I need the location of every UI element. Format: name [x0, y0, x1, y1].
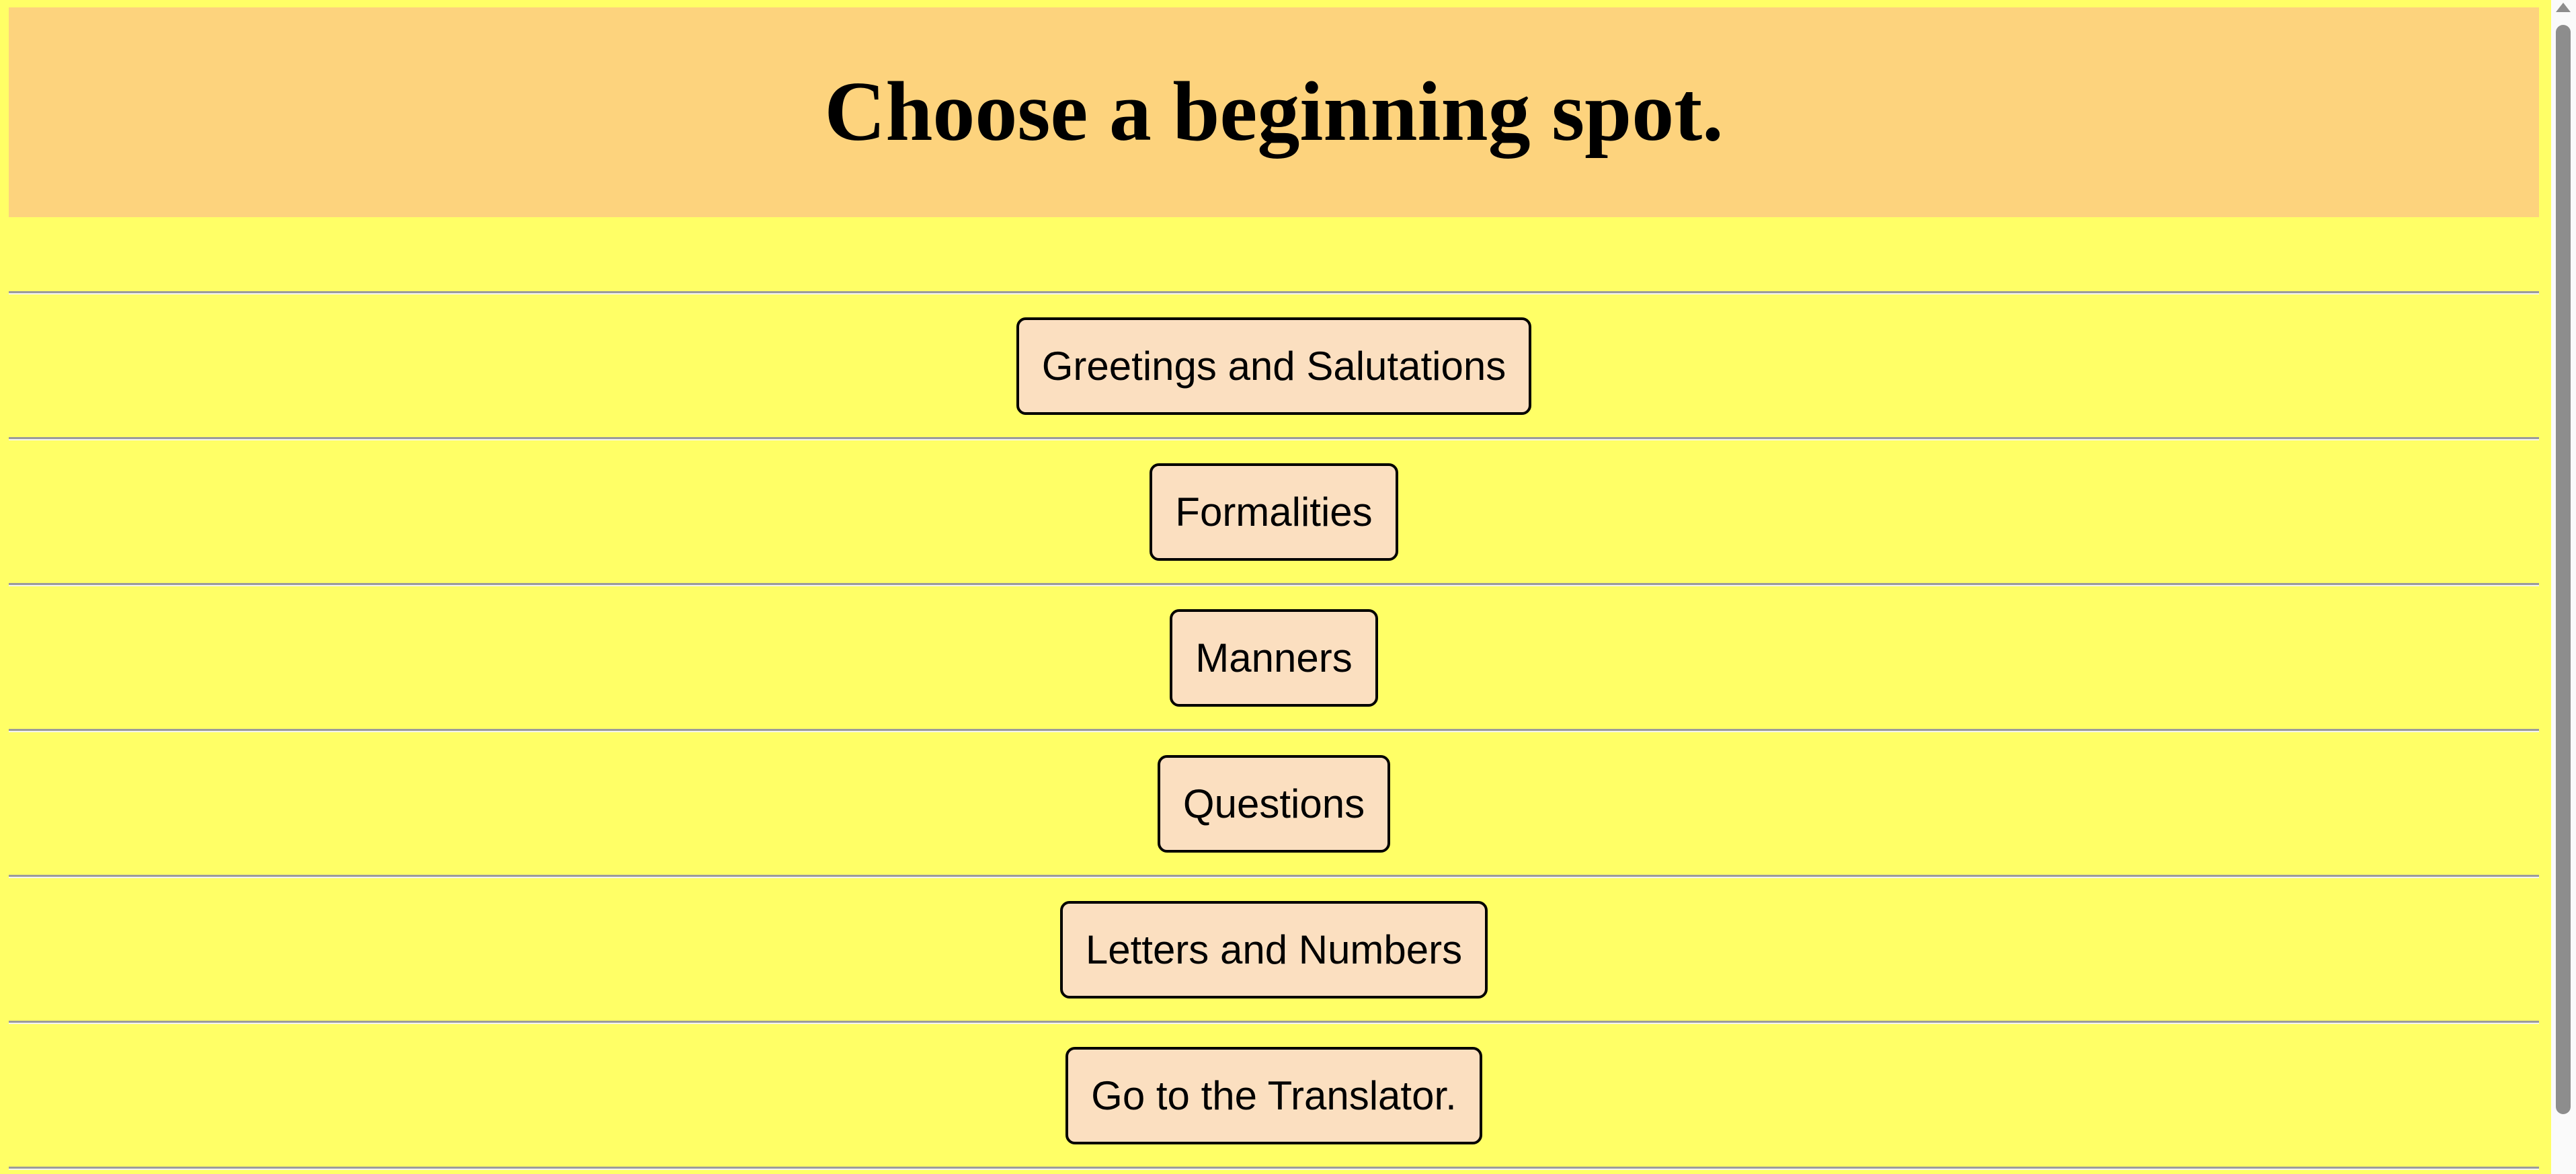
button-row	[9, 878, 2539, 1021]
scroll-up-arrow-icon[interactable]	[2556, 3, 2571, 12]
button-row	[9, 295, 2539, 437]
go-to-translator-button[interactable]: Go to the Translator.	[1065, 1047, 1482, 1144]
greetings-and-salutations-button[interactable]: Greetings and Salutations	[1016, 317, 1531, 415]
manners-button[interactable]: Manners	[1170, 609, 1377, 707]
questions-button[interactable]: Questions	[1158, 755, 1390, 853]
vertical-scrollbar[interactable]	[2551, 0, 2576, 1174]
formalities-button[interactable]: Formalities	[1150, 463, 1398, 561]
button-row	[9, 586, 2539, 729]
button-row	[9, 440, 2539, 583]
divider	[9, 1167, 2539, 1170]
letters-and-numbers-button[interactable]: Letters and Numbers	[1060, 901, 1488, 999]
scrollbar-thumb[interactable]	[2556, 25, 2571, 1114]
page-title: Choose a beginning spot.	[824, 65, 1724, 159]
button-row	[9, 1024, 2539, 1167]
button-row	[9, 732, 2539, 875]
header-banner	[9, 7, 2539, 217]
spacer	[9, 217, 2539, 291]
